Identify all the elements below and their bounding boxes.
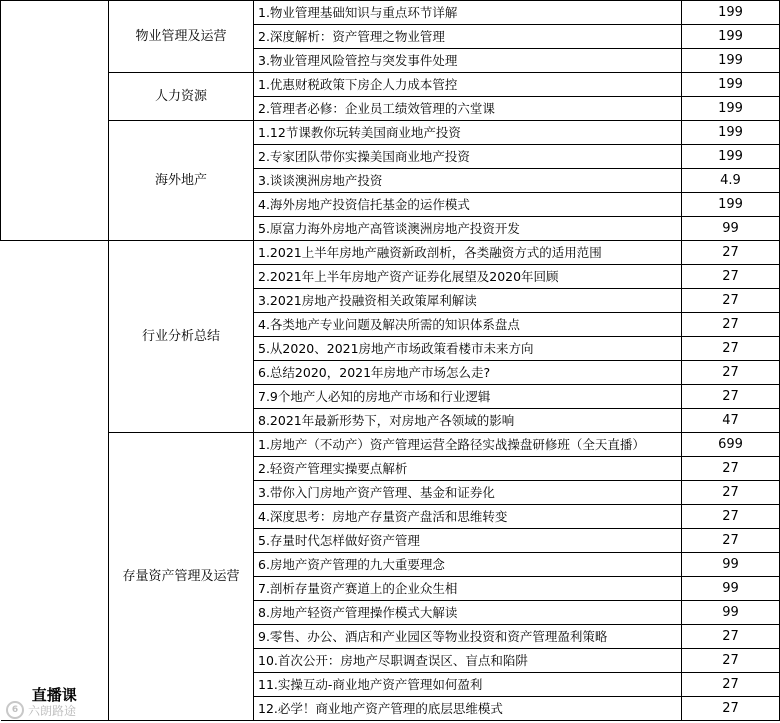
subcategory-cell: 人力资源	[109, 73, 254, 121]
course-title: 7.9个地产人必知的房地产市场和行业逻辑	[254, 385, 682, 409]
course-title: 6.房地产资产管理的九大重要理念	[254, 553, 682, 577]
watermark-text: 六朗路途	[28, 703, 77, 718]
course-price: 27	[682, 697, 780, 721]
course-price: 199	[682, 121, 780, 145]
table-row	[1, 73, 780, 97]
course-title: 8.2021年最新形势下，对房地产各领域的影响	[254, 409, 682, 433]
course-price: 27	[682, 265, 780, 289]
course-price: 27	[682, 529, 780, 553]
course-price: 27	[682, 481, 780, 505]
course-title: 12.必学！商业地产资产管理的底层思维模式	[254, 697, 682, 721]
course-title: 3.谈谈澳洲房地产投资	[254, 169, 682, 193]
course-price: 199	[682, 145, 780, 169]
course-title: 7.剖析存量资产赛道上的企业众生相	[254, 577, 682, 601]
watermark	[6, 699, 76, 721]
course-title: 3.2021房地产投融资相关政策犀利解读	[254, 289, 682, 313]
course-price: 27	[682, 313, 780, 337]
course-price: 4.9	[682, 169, 780, 193]
course-title: 1.房地产（不动产）资产管理运营全路径实战操盘研修班（全天直播）	[254, 433, 682, 457]
course-price: 699	[682, 433, 780, 457]
course-price: 99	[682, 217, 780, 241]
course-title: 1.物业管理基础知识与重点环节详解	[254, 1, 682, 25]
course-price: 27	[682, 673, 780, 697]
course-title: 2.管理者必修：企业员工绩效管理的六堂课	[254, 97, 682, 121]
course-price: 199	[682, 193, 780, 217]
course-price: 199	[682, 97, 780, 121]
course-title: 8.房地产轻资产管理操作模式大解读	[254, 601, 682, 625]
course-title: 9.零售、办公、酒店和产业园区等物业投资和资产管理盈利策略	[254, 625, 682, 649]
category-cell	[1, 241, 109, 721]
course-price: 27	[682, 361, 780, 385]
table-row	[1, 121, 780, 145]
course-title: 5.存量时代怎样做好资产管理	[254, 529, 682, 553]
subcategory-cell: 行业分析总结	[109, 241, 254, 433]
course-price: 27	[682, 289, 780, 313]
course-price: 199	[682, 1, 780, 25]
course-title: 4.各类地产专业问题及解决所需的知识体系盘点	[254, 313, 682, 337]
table-row	[1, 241, 780, 265]
course-title: 1.2021上半年房地产融资新政剖析，各类融资方式的适用范围	[254, 241, 682, 265]
course-title: 4.深度思考：房地产存量资产盘活和思维转变	[254, 505, 682, 529]
category-label: 直播课	[31, 686, 77, 704]
course-price: 199	[682, 73, 780, 97]
course-title: 3.带你入门房地产资产管理、基金和证券化	[254, 481, 682, 505]
course-price: 27	[682, 505, 780, 529]
watermark-logo-icon: 6	[6, 701, 24, 719]
course-title: 11.实操互动-商业地产资产管理如何盈利	[254, 673, 682, 697]
course-price: 27	[682, 625, 780, 649]
table-row	[1, 433, 780, 457]
course-title: 2.轻资产管理实操要点解析	[254, 457, 682, 481]
course-title: 5.原富力海外房地产高管谈澳洲房地产投资开发	[254, 217, 682, 241]
course-price: 199	[682, 25, 780, 49]
subcategory-cell: 物业管理及运营	[109, 1, 254, 73]
course-price: 27	[682, 649, 780, 673]
course-price: 27	[682, 337, 780, 361]
course-title: 6.总结2020，2021年房地产市场怎么走?	[254, 361, 682, 385]
course-title: 1.优惠财税政策下房企人力成本管控	[254, 73, 682, 97]
course-price: 27	[682, 385, 780, 409]
course-title: 3.物业管理风险管控与突发事件处理	[254, 49, 682, 73]
subcategory-cell: 存量资产管理及运营	[109, 433, 254, 721]
course-price: 199	[682, 49, 780, 73]
table-row	[1, 1, 780, 25]
course-title: 2.2021年上半年房地产资产证券化展望及2020年回顾	[254, 265, 682, 289]
course-price: 99	[682, 601, 780, 625]
subcategory-cell: 海外地产	[109, 121, 254, 241]
course-price: 99	[682, 577, 780, 601]
category-cell-previous	[1, 1, 109, 241]
course-title: 2.专家团队带你实操美国商业地产投资	[254, 145, 682, 169]
course-title: 1.12节课教你玩转美国商业地产投资	[254, 121, 682, 145]
course-title: 5.从2020、2021房地产市场政策看楼市未来方向	[254, 337, 682, 361]
course-price: 99	[682, 553, 780, 577]
course-title: 2.深度解析：资产管理之物业管理	[254, 25, 682, 49]
course-price: 27	[682, 457, 780, 481]
course-title: 4.海外房地产投资信托基金的运作模式	[254, 193, 682, 217]
course-price: 47	[682, 409, 780, 433]
course-title: 10.首次公开：房地产尽职调查误区、盲点和陷阱	[254, 649, 682, 673]
course-price: 27	[682, 241, 780, 265]
